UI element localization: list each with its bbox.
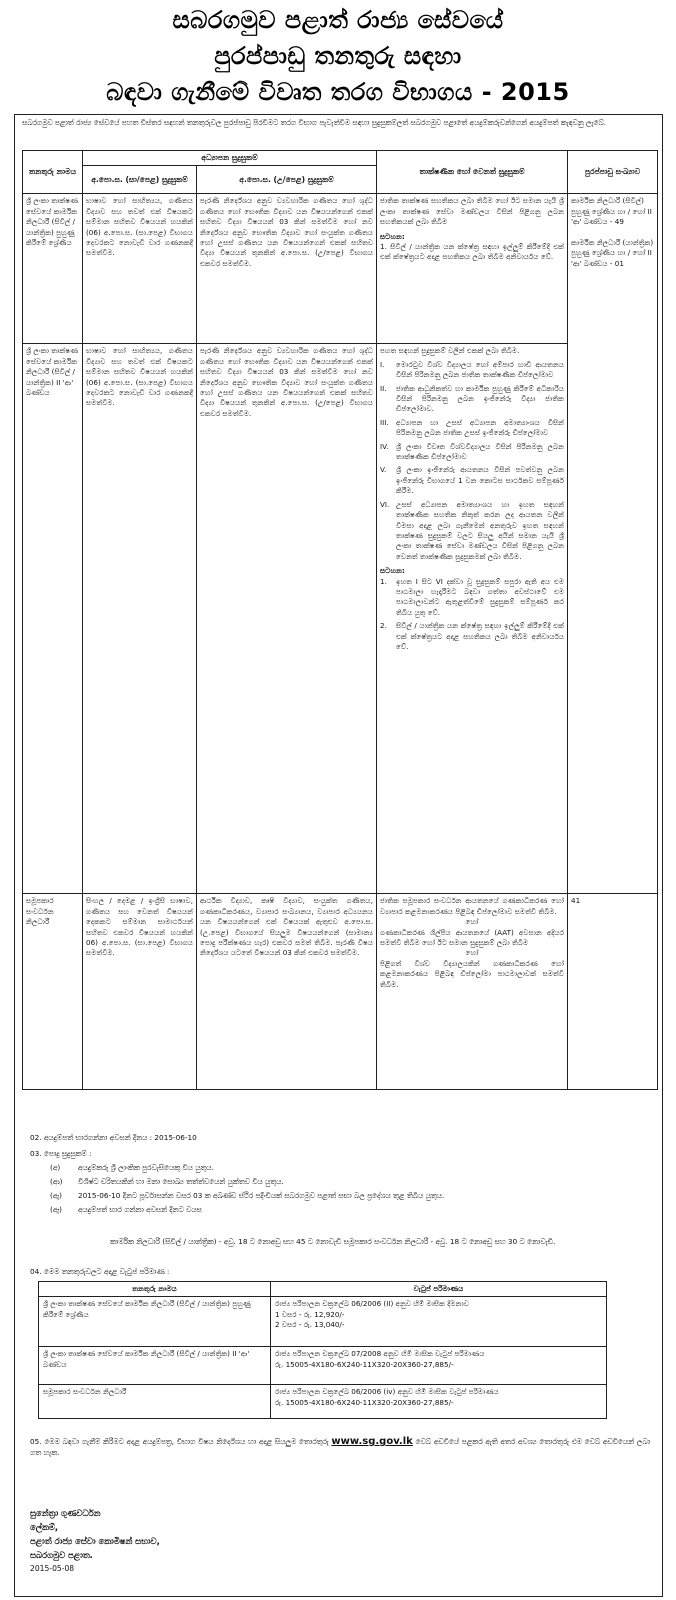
- salary-scale: රාජ්‍ය පරිපාලන චක්‍රලේඛ 06/2006 (iv) අනුව හිමි මාසික වැටුප් පරිමාණය රු. 15005-4X180-6X240-11X320-20X360-27,885/-: [271, 1385, 607, 1419]
- salary-post: ශ්‍රී ලංකා තාක්ෂණ සේවයේ කාර්මික නිලධාරී (සිවිල් / යාන්ත්‍රික) II 'ආ' බණ්ඩය: [39, 1347, 271, 1385]
- signature-date: 2015-05-08: [30, 1564, 75, 1573]
- table-row: [23, 194, 658, 344]
- signatory-name: සුනේත්‍රා ගුණවර්ධන: [30, 1508, 101, 1518]
- col-header-post: තනතුරු නාමය: [23, 151, 83, 194]
- salary-col-scale: වැටුප් පරිමාණය: [271, 1282, 607, 1297]
- advertisement-header: [0, 0, 676, 112]
- footer-note-prefix: 05. මෙම බඳවා ගැනීම් කිරීමට අදාළ අයදුම්පත්‍ර, විභාග විෂය නිර්දේශය හා අදාළ සියලුම තොරතුරු: [30, 1437, 329, 1446]
- intro-paragraph: සබරගමුව පළාත් රාජ්‍ය සේවයේ පහත විස්තර සඳහන් තනතුරුවල පුරප්පාඩු පිරවීමට තරග විභාග පැවැත්වීම සඳහා සුදුසුකම්ලත් සබරගමුව පළාතේ අයදුම්කරුවන්ගෙන් අයදුම්පත් කැඳවනු ලැබේ.: [22, 118, 607, 127]
- list-item: (ඇ) 2015-06-10 දිනට පූර්වාසන්න වසර 03 ක අඛණ්ඩ ස්ථිර පදිංචියක් සබරගමුව පළාත් සභා බල ප්‍රදේශය තුළ තිබිය යුතුය.: [50, 1191, 445, 1200]
- list-item: V. ශ්‍රී ලංකා ඉංජිනේරු ආයතනය විසින් පවත්වනු ලබන ඉංජිනේරු විභාගයේ 1 වන කොටස සාර්ථකව සම්පූර්ණ කිරීම.: [380, 465, 565, 496]
- salary-title: 04. මෙම තනතුරුවලට අදාළ වැටුප් පරිමාණ :: [30, 1267, 170, 1276]
- header-line-2: පුරප්පාඩු තනතුරු සඳහා: [214, 42, 462, 70]
- al-cell: පැරණි නිර්දේශය අනුව ව්‍යවහාරික ගණිතය හෝ ශුද්ධ ගණිතය හෝ භෞතික විද්‍යාව යන විෂයයන්ගෙන් එකක් සහිතව විද්‍යා විෂයයන් 03 කින් සමත්වීම හෝ නව නිර්දේශය අනුව භෞතික විද්‍යාව හෝ සංයුක්ත ගණිතය හෝ උසස් ගණිතය යන විෂයයන්ගෙන් එකක් සහිතව විද්‍යා විෂයයන් තුනකින් අ.පො.ස. (උ/පෙළ) විභාගය එකවර සමත්වීම.: [197, 344, 377, 894]
- table-row: [23, 344, 658, 894]
- signatory-org: පළාත් රාජ්‍ය සේවා කොමිෂන් සභාව,: [30, 1536, 160, 1546]
- closing-date: 02. අයදුම්පත් භාරගන්නා අවසන් දිනය : 2015-06-10: [30, 1133, 197, 1142]
- header-line-1: සබරගමුව පළාත් රාජ්‍ය සේවයේ: [172, 6, 504, 34]
- salary-col-post: තනතුරු නාමය: [39, 1282, 271, 1297]
- salary-post: ශ්‍රී ලංකා තාක්ෂණ සේවයේ කාර්මික නිලධාරී (සිවිල් / යාන්ත්‍රික) පුහුණු කිරීමේ ශ්‍රේණිය: [39, 1297, 271, 1347]
- list-item: III. අධ්‍යාපන හා උසස් අධ්‍යාපන අමාත්‍යාංශය විසින් පිරිනමනු ලබන ජාතික උසස් ඉංජිනේරු ඩිප්ලෝමාව: [380, 417, 565, 438]
- salary-post: සමූපකාර සංවර්ධන නිලධාරී: [39, 1385, 271, 1419]
- website-link[interactable]: www.sg.gov.lk: [331, 1436, 413, 1447]
- list-item: II. ජාතික ආධුනිකත්ව හා කාර්මික පුහුණු කිරීමේ අධිකාරිය විසින් පිරිනමනු ලබන ඉංජිනේරු විද්‍යා ජාතික ඩිප්ලෝමාව.: [380, 383, 565, 414]
- list-item: (ආ) විශිෂ්ට චරිතයකින් හා මනා සොඛ්‍ය තත්ත්වයෙන් යුක්තව විය යුතුය.: [50, 1177, 284, 1186]
- list-item: VI. උසස් අධ්‍යාපන අමාත්‍යාංශය හා ඉහත සඳහන් තාක්ෂණික සහතික නිකුත් කරන ලද ආයතන වලින් විමසා අදාළ ලබා ගැනීමෙන් අනතුරුව ඉහත සඳහන් තාක්ෂණ සුදුසුකම් වලට සියලු අයින් සමාන යැයි ශ්‍රී ලංකා තාක්ෂණ සේවා මණ්ඩලය විසින් පිළිගනු ලබන වෙනත් තාක්ෂණික සුදුසුකමක් ලබා තිබීම.: [380, 499, 565, 561]
- ol-cell: සිංහල / දෙමළ / ඉංග්‍රීසි භාෂාව, ගණිතය සහ වෙනත් විෂයයන් දෙකකට සම්මාන සාමාර්ථයන් සහිතව එකවර විෂයයන් හයකින් 06) අ.පො.ස. (සා.පෙළ) විභාගය සමත්වීම.: [83, 894, 197, 1090]
- footer-note: [30, 1436, 650, 1458]
- ol-cell: භාෂාව හෝ සාහිත්‍යය, ගණිතය විද්‍යාව සහ තවත් එක් විෂයකට සම්මාන සහිතව විෂයයන් හයකින් (06) අ.පො.ස. (සා.පෙළ) විභාගය දෙවරකට නොවැඩි වාර ගණනකදී සමත්වීම.: [83, 194, 197, 344]
- signatory-province: සබරගමුව පළාත.: [30, 1550, 93, 1560]
- salary-scale: රාජ්‍ය පරිපාලන චක්‍රලේඛ 06/2006 (II) අනුව හිමි මාසික දීමනාව 1 වසර - රු. 12,920/- 2 වසර - රු. 13,040/-: [271, 1297, 607, 1347]
- tech-alt: පිළිගත් විශ්ව විද්‍යාලයකින් ගණකාධිකරණ හෝ කළමනාකරණය පිළිබඳ ඩිප්ලෝමා පාඨමාලාවක් සමත්වී තිබීම.: [380, 958, 565, 989]
- vacancies-cell: කාර්මික නිලධාරී (සිවිල්) පුහුණු ශ්‍රේණිය හා / හෝ II 'ආ' බණ්ඩය - 49 කාර්මික නිලධාරී (යාන්ත්‍රික) පුහුණු ශ්‍රේණිය හා / හෝ II 'ආ' බණ්ඩය - 01: [568, 194, 658, 894]
- col-header-tech: තාක්ෂණික හෝ වෙනත් සුදුසුකම්: [377, 151, 568, 194]
- tech-cell: [377, 194, 568, 344]
- tech-intro: පහත සඳහන් සුදුසුකම් වලින් එකක් ලබා තිබීම.: [380, 346, 520, 356]
- post-name-cell: ශ්‍රී ලංකා තාක්ෂණ සේවයේ කාර්මික නිලධාරී (සිවිල් / යාන්ත්‍රික) පුහුණු කිරීමේ ශ්‍රේණිය: [23, 194, 83, 344]
- table-row: [23, 894, 658, 1090]
- age-limits: කාර්මික නිලධාරී (සිවිල් / යාන්ත්‍රික) - අවු. 18 ට නොඅඩු සහ 45 ට නොවැඩි සමූපකාර සංවර්ධන නිලධාරී - අවු. 18 ට නොඅඩු සහ 30 ට නොවැඩි.: [110, 1237, 556, 1246]
- col-header-edu: අධ්‍යාපන සුදුසුකම්: [83, 151, 377, 166]
- tech-cell: [377, 344, 568, 894]
- or-label: හෝ: [465, 948, 479, 958]
- ol-cell: භාෂාව හෝ සාහිත්‍යය, ගණිතය විද්‍යාව සහ තවත් එක් විෂයකට සම්මාන සහිතව විෂයයන් හයකින් (06) අ.පො.ස. (සා.පෙළ) විභාගය දෙවරකට නොවැඩි වාර ගණනකදී සමත්වීම.: [83, 344, 197, 894]
- salary-scale: රාජ්‍ය පරිපාලන චක්‍රලේඛ 07/2008 අනුව හිමි මාසික වැටුප් පරිමාණය රු. 15005-4X180-6X240-11X320-20X360-27,885/-: [271, 1347, 607, 1385]
- col-header-ol: අ.පො.ස. (සා/පෙළ) සුදුසුකම්: [83, 166, 197, 194]
- post-name-cell: සමූපකාර සංවර්ධන නිලධාරී: [23, 894, 83, 1090]
- note-item: 1. ඉහත I සිට VI දක්වා වූ සුදුසුකම් සපුරා ඇති අය එම පාඨමාලා හැදෑරීමට බඳවා ගත්තා අවස්ථාවේ එම පාඨමාලාවන්ට ඇතුළත්වීමේ සුදුසුකම් සම්පූර්ණ කර තිබිය යුතු වේ.: [380, 576, 565, 617]
- tech-main: ජාතික තාක්ෂණ සහතිකය ලබා තිබීම හෝ ඊට සමාන යැයි ශ්‍රී ලංකා තාක්ෂණ සේවා මණ්ඩලය විසින් පිළිගනු ලබන සහතිකයක් ලබා තිබීම: [380, 196, 565, 227]
- al-cell: ආර්ථික විද්‍යාව, කෘෂි විද්‍යාව, සංයුක්ත ගණිතය, ගණකාධිකරණය, ව්‍යාපාර සංඛ්‍යානය, ව්‍යාපාර අධ්‍යයනය යන විෂයයන්ගෙන් එක් විෂයයක් ඇතුළුව අ.පො.ස. (උ.පෙළ) විභාගයේ සියලුම විෂයයන්ගෙන් (සාමාන්‍ය පොදු පරීක්ෂණය හැර) එකවර සමත් තිබීම. පැරණි විෂය නිර්දේශය යටතේ විෂයයන් 03 කින් එකවර සමත්වීම.: [197, 894, 377, 1090]
- table-row: [39, 1385, 607, 1419]
- tech-note: 1. සිවිල් / යාන්ත්‍රික යන ක්ෂේත්‍ර සඳහා ඉල්ලුම් කිරීමේදී එක් එක් ක්ෂේත්‍රයට අදාළ සහතිකය ලබා තිබීම අනිවාර්යය වේ.: [380, 242, 565, 262]
- al-cell: පැරණි නිර්දේශය අනුව ව්‍යවහාරික ගණිතය හෝ ශුද්ධ ගණිතය හෝ භෞතික විද්‍යාව යන විෂයයන්ගෙන් එකක් සහිතව විද්‍යා විෂයයන් 03 කින් සමත්වීම හෝ නව නිර්දේශය අනුව භෞතික විද්‍යාව හෝ සංයුක්ත ගණිතය හෝ උසස් ගණිතය යන විෂයයන්ගෙන් එකක් සහිතව විද්‍යා විෂයයන් තුනකින් අ.පො.ස. (උ/පෙළ) විභාගය එකවර සමත්වීම.: [197, 194, 377, 344]
- col-header-vacancies: පුරප්පාඩු සංඛ්‍යාව: [568, 151, 658, 194]
- signatory-title: ලේකම්,: [30, 1522, 59, 1532]
- header-line-3: බඳවා ගැනීමේ විවෘත තරග විභාගය - 2015: [106, 78, 570, 106]
- qualifications-table: [22, 150, 658, 1090]
- list-item: (අ) අයදුම්කරු ශ්‍රී ලාංකික පුරවැසියෙකු විය යුතුය.: [50, 1163, 214, 1172]
- general-qualifications-list: [40, 1162, 650, 1218]
- vacancies-cell: 41: [568, 894, 658, 1090]
- post-name-cell: ශ්‍රී ලංකා තාක්ෂණ සේවයේ කාර්මික නිලධාරී (සිවිල් / යාන්ත්‍රික) II 'ආ' බණ්ඩය: [23, 344, 83, 894]
- table-row: [39, 1297, 607, 1347]
- note-label: සටහන:: [380, 231, 405, 241]
- general-qualifications-title: 03. පොදු සුදුසුකම් :: [30, 1149, 92, 1158]
- note-label: සටහන:: [380, 566, 405, 576]
- note-item: 2. සිවිල් / යාන්ත්‍රික යන ක්ෂේත්‍ර සඳහා ඉල්ලුම් කිරීමේදී එක් එක් ක්ෂේත්‍රයට අදාළ සහතිකය ලබා තිබීම අනිවාර්යය වේ.: [380, 621, 565, 651]
- tech-cell: [377, 894, 568, 1090]
- tech-main: ජාතික සමූපකාර සංවර්ධන ආයතනයේ ගණකාධිකරණ හෝ ව්‍යාපාර කළමනාකරණය පිළිබඳ ඩිප්ලෝමාව සමත්වී තිබීම.: [380, 896, 565, 916]
- salary-table: [38, 1281, 607, 1419]
- salary-header-row: [39, 1282, 607, 1297]
- table-header-row: [23, 151, 658, 166]
- list-item: (ඈ) අයදුම්පත් භාර ගන්නා අවසන් දිනට වයස: [50, 1205, 202, 1214]
- list-item: I. මොරටුව විශ්ව විද්‍යාලය හෝ අම්පාර හාඩි ආයතනය විසින් පිරිනමනු ලබන ජාතික තාක්ෂණික ඩිප්ලෝමාව: [380, 359, 565, 380]
- tech-alt: ගණකාධිකරණ ශිල්පීය ආයතනයේ (AAT) අවසාන අදියර සමත්වී තිබීම හෝ ඊට සමාන සුදුසුකම් ලබා තිබීම: [380, 927, 565, 948]
- footer-note-suffix: වෙබ් අඩවියේ පළකර ඇති අතර අවශ්‍ය තොරතුරු එම වෙබ් අඩවියෙන් ලබා ගත හැක.: [30, 1437, 650, 1457]
- list-item: IV. ශ්‍රී ලංකා විවෘත විශ්වවිද්‍යාලය විසින් පිරිනමනු ලබන තාක්ෂණික ඩිප්ලෝමාව: [380, 441, 565, 462]
- or-label: හෝ: [465, 917, 479, 927]
- table-row: [39, 1347, 607, 1385]
- signature-block: [30, 1506, 330, 1576]
- col-header-al: අ.පො.ස. (උ/පෙළ) සුදුසුකම්: [197, 166, 377, 194]
